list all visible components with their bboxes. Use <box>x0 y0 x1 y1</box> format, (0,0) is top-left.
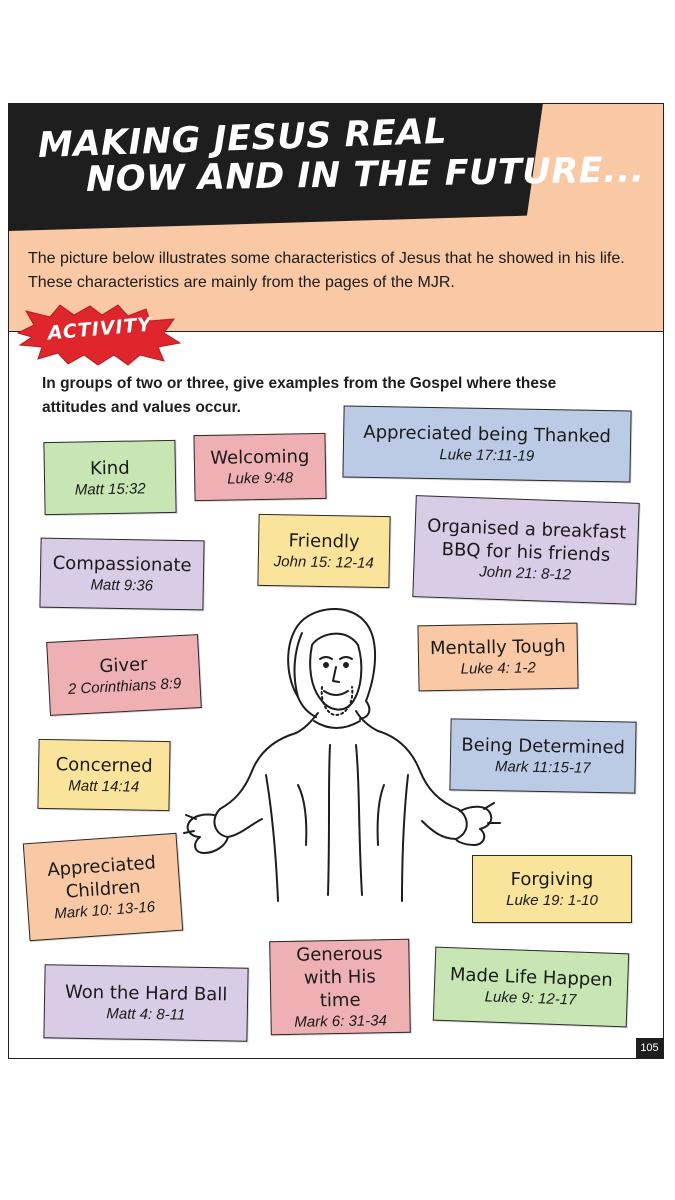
trait-title: Generous with His time <box>296 943 383 1012</box>
trait-title: Concerned <box>55 754 153 777</box>
trait-reference: John 21: 8-12 <box>479 562 572 584</box>
page-title-line-1: MAKING JESUS REAL <box>37 111 448 166</box>
trait-card-concerned <box>37 739 170 811</box>
trait-title: Kind <box>89 457 130 479</box>
trait-reference: Luke 17:11-19 <box>439 446 535 465</box>
trait-title: Appreciated Children <box>46 851 157 903</box>
trait-title: Being Determined <box>461 734 626 759</box>
trait-title: Forgiving <box>510 869 594 890</box>
trait-card-welcoming <box>193 433 326 501</box>
page-title-line-2: NOW AND IN THE FUTURE... <box>85 150 645 200</box>
trait-title: Organised a breakfast BBQ for his friends <box>426 515 627 566</box>
activity-instructions: In groups of two or three, give examples from the Gospel where these attitudes and values occur. <box>42 375 557 416</box>
trait-title: Welcoming <box>210 446 310 469</box>
trait-title: Giver <box>98 653 149 678</box>
trait-card-generous-with-his-time <box>269 939 411 1035</box>
jesus-illustration <box>180 605 510 905</box>
activity-label: ACTIVITY <box>46 313 154 345</box>
trait-card-compassionate <box>39 538 204 611</box>
trait-reference: Matt 4: 8-11 <box>106 1005 186 1024</box>
trait-card-won-the-hard-ball <box>43 964 248 1042</box>
trait-title: Won the Hard Ball <box>64 981 228 1006</box>
trait-card-friendly <box>257 514 390 588</box>
intro-text: The picture below illustrates some characteristics of Jesus that he showed in his life. These characteristics are mainly from the pages of the MJR. <box>28 250 625 291</box>
trait-card-giver <box>46 634 202 716</box>
trait-reference: 2 Corinthians 8:9 <box>67 675 182 698</box>
trait-title: Compassionate <box>52 552 192 577</box>
trait-title: Made Life Happen <box>449 964 614 991</box>
trait-title: Mentally Tough <box>429 635 566 660</box>
page-number: 105 <box>636 1038 663 1058</box>
trait-reference: Matt 14:14 <box>68 777 140 796</box>
trait-card-organised-bbq <box>412 495 639 605</box>
trait-title: Friendly <box>288 530 360 553</box>
trait-reference: Luke 9:48 <box>227 469 294 488</box>
trait-card-appreciated-being-thanked <box>342 405 631 482</box>
trait-reference: Mark 11:15-17 <box>494 758 591 777</box>
trait-reference: John 15: 12-14 <box>273 553 374 572</box>
trait-reference: Luke 4: 1-2 <box>460 659 536 678</box>
trait-card-made-life-happen <box>433 947 629 1028</box>
trait-reference: Matt 15:32 <box>74 479 146 499</box>
trait-reference: Luke 19: 1-10 <box>506 892 598 909</box>
trait-card-kind <box>43 440 176 515</box>
trait-title: Appreciated being Thanked <box>363 421 612 448</box>
trait-reference: Matt 9:36 <box>90 576 154 595</box>
trait-reference: Mark 10: 13-16 <box>53 897 156 922</box>
trait-reference: Luke 9: 12-17 <box>484 988 577 1009</box>
trait-card-appreciated-children <box>23 833 183 942</box>
trait-reference: Mark 6: 31-34 <box>294 1012 388 1031</box>
